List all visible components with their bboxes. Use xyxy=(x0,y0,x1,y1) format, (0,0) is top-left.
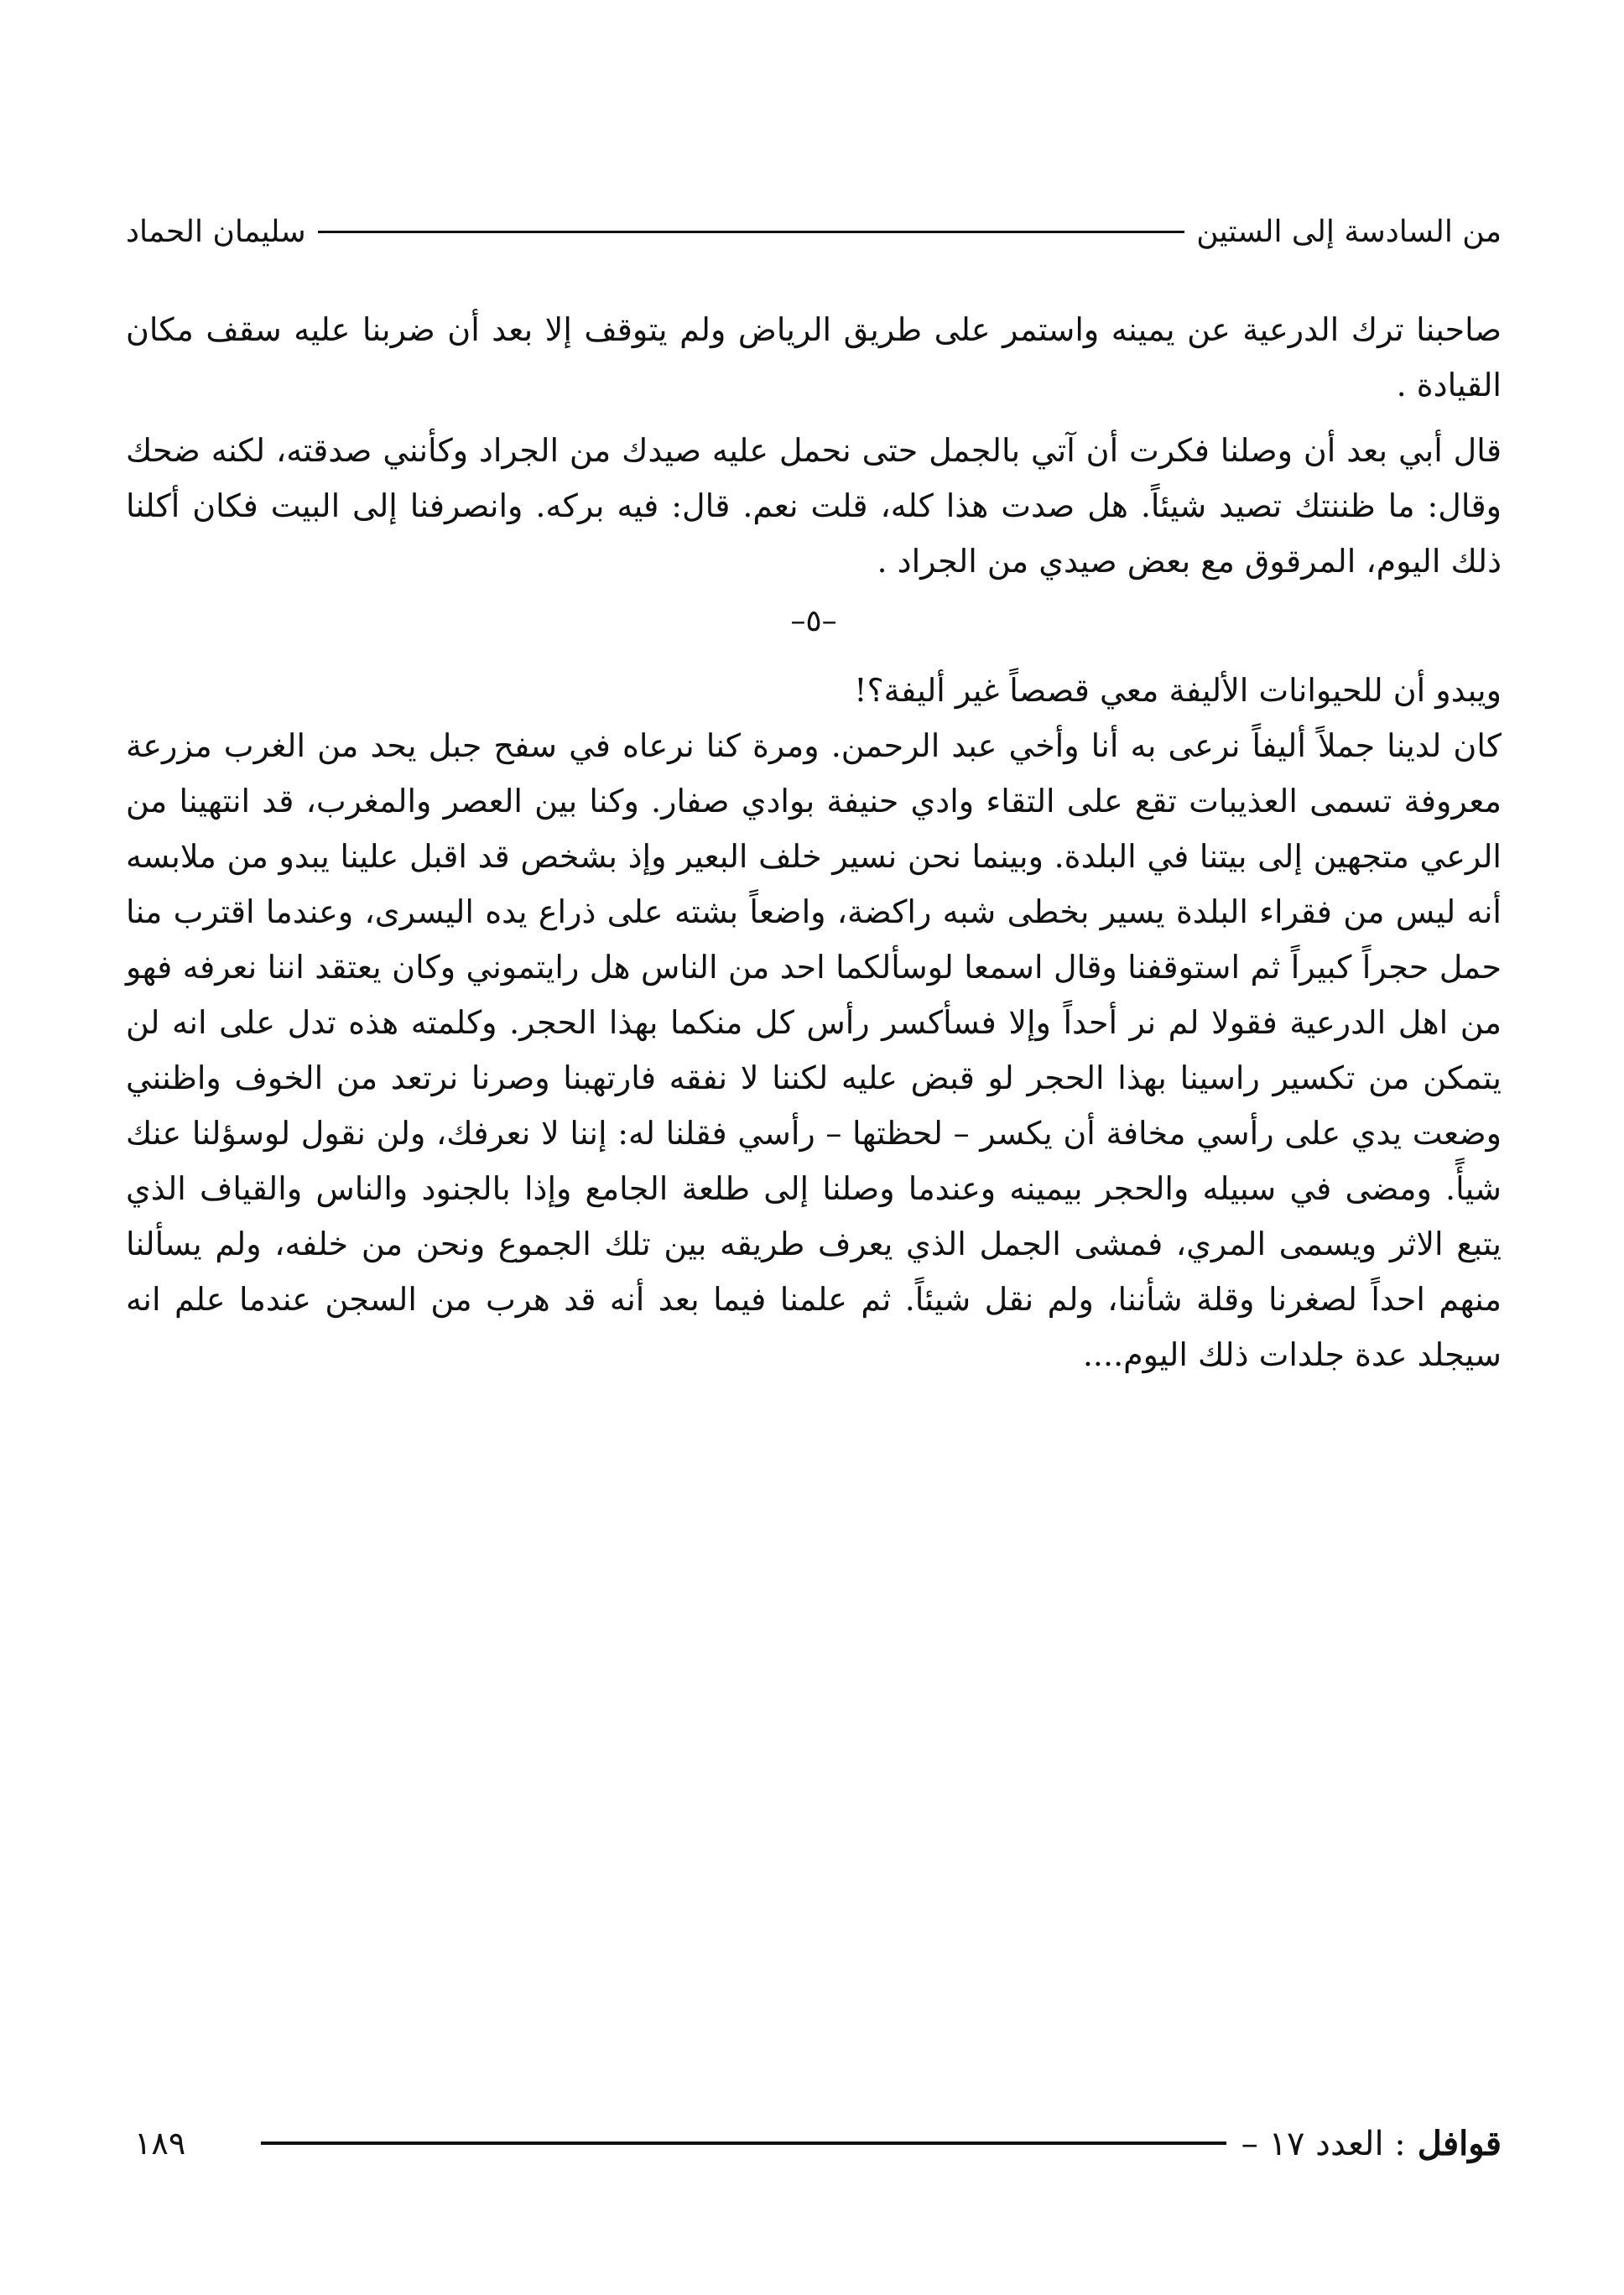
footer-rule xyxy=(261,2141,1226,2145)
page-footer xyxy=(134,2114,1502,2173)
book-title: من السادسة إلى الستين xyxy=(1196,214,1502,249)
issue-number: : العدد ١٧ – xyxy=(1241,2124,1406,2163)
paragraph: صاحبنا ترك الدرعية عن يمينه واستمر على طريق الرياض ولم يتوقف إلا بعد أن ضربنا عليه سقف مكان القيادة . xyxy=(126,311,1502,403)
body-text xyxy=(126,302,1502,1382)
header-rule xyxy=(318,231,1185,233)
section-lead: ويبدو أن للحيوانات الأليفة معي قصصاً غير أليفة؟! xyxy=(854,672,1502,709)
paragraph: قال أبي بعد أن وصلنا فكرت أن آتي بالجمل حتى نحمل عليه صيدك من الجراد وكأنني صدقته، لكنه ضحك وقال: ما ظننتك تصيد شيئاً. هل صدت هذا كله، قلت نعم. قال: فيه بركه. وانصرفنا إلى البيت فكان أكلنا ذلك اليوم، المرقوق مع بعض صيدي من الجراد . xyxy=(126,432,1502,580)
author-name: سليمان الحماد xyxy=(126,214,306,249)
journal-name xyxy=(1241,2124,1502,2163)
journal-title: قوافل xyxy=(1417,2123,1502,2163)
paragraph: كان لدينا جملاً أليفاً نرعى به أنا وأخي عبد الرحمن. ومرة كنا نرعاه في سفح جبل يحد من الغرب مزرعة معروفة تسمى العذيبات تقع على التقاء وادي حنيفة بوادي صفار. وكنا بين العصر والمغرب، قد انتهينا من الرعي متجهين إلى بيتنا في البلدة. وبينما نحن نسير خلف البعير وإذ بشخص قد اقبل علينا يبدو من ملابسه أنه ليس من فقراء البلدة يسير بخطى شبه راكضة، واضعاً بشته على ذراع يده اليسرى، وعندما اقترب منا حمل حجراً كبيراً ثم استوقفنا وقال اسمعا لوسألكما احد من الناس هل رايتموني وكان يعتقد اننا نعرفه فهو من اهل الدرعية فقولا لم نر أحداً وإلا فسأكسر رأس كل منكما بهذا الحجر. وكلمته هذه تدل على انه لن يتمكن من تكسير راسينا بهذا الحجر لو قبض عليه لكننا لا نفقه فارتهبنا وصرنا نرتعد من الخوف واظنني وضعت يدي على رأسي مخافة أن يكسر – لحظتها – رأسي فقلنا له: إننا لا نعرفك، ولن نقول لوسؤلنا عنك شيأً. ومضى في سبيله والحجر بيمينه وعندما وصلنا إلى طلعة الجامع وإذا بالجنود والناس والقياف الذي يتبع الاثر ويسمى المري، فمشى الجمل الذي يعرف طريقه بين تلك الجموع ونحن من خلفه، ولم يسألنا منهم احداً لصغرنا وقلة شأننا، ولم نقل شيئاً. ثم علمنا فيما بعد أنه قد هرب من السجن عندما علم انه سيجلد عدة جلدات ذلك اليوم.... xyxy=(126,727,1502,1373)
page-number: ١٨٩ xyxy=(134,2125,186,2162)
running-header xyxy=(126,208,1502,255)
section-number: –٥– xyxy=(790,604,837,638)
